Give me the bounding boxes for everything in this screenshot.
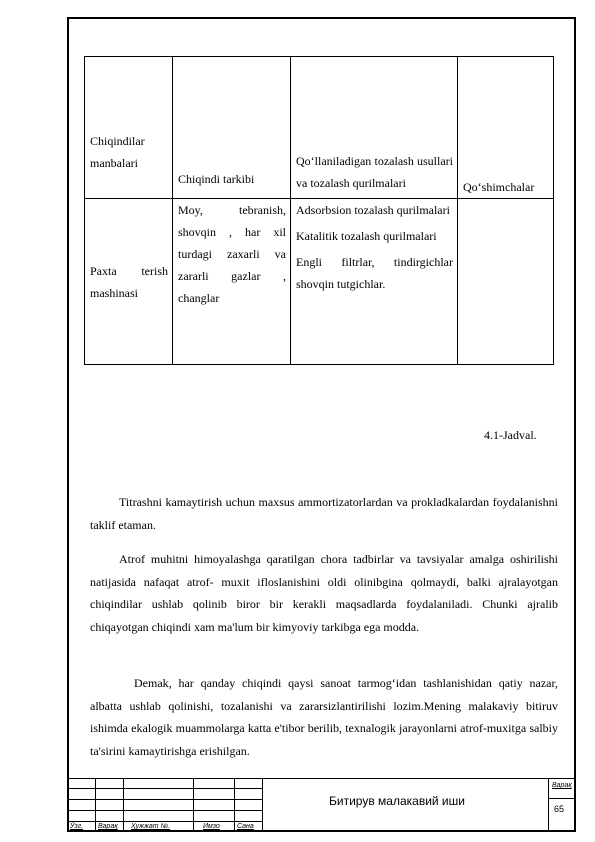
stamp-title: Битирув малакавий иши — [329, 794, 465, 808]
table-row — [85, 199, 554, 365]
cell-methods — [291, 199, 458, 365]
table-header-row — [85, 57, 554, 199]
method-item: Katalitik tozalash qurilmalari — [296, 229, 437, 243]
stamp-label-date: Сана — [237, 823, 254, 830]
method-item: Adsorbsion tozalash qurilmalari — [296, 203, 450, 217]
paragraph: Demak, har qanday chiqindi qaysi sanoat tarmogʻidan tashlanishidan qatiy nazar, albatta ushlab qolinishi, tozalanishi va zararsizlantirilishi lozim.Mening malakaviy bitiruv ishimda ekalogik muammolarga katta e'tibor berilib, texnalogik jarayonlarni atrof-muxitga salbiy ta'sirini kamaytirishga erishilgan. — [90, 676, 558, 758]
stamp-sheet-label: Варақ — [552, 782, 572, 789]
stamp-label-change: Ўзг. — [70, 823, 84, 830]
page-number: 65 — [554, 804, 565, 814]
data-table — [84, 56, 554, 365]
cell-composition: Moy, tebranish, shovqin , har xil turdagi zaxarli va zararli gazlar , changlar — [173, 199, 291, 365]
cell-notes — [458, 199, 554, 365]
header-cell-notes: Qoʻshimchalar — [458, 57, 554, 199]
header-cell-composition: Chiqindi tarkibi — [173, 57, 291, 199]
stamp-label-signature: Имзо — [203, 823, 220, 830]
title-block — [67, 778, 576, 832]
paragraph: Titrashni kamaytirish uchun maxsus ammortizatorlardan va prokladkalardan foydalanishni taklif etaman. — [90, 495, 558, 532]
stamp-label-sheet: Варақ — [98, 823, 118, 830]
paragraph: Atrof muhitni himoyalashga qaratilgan chora tadbirlar va tavsiyalar amalga oshirilishi natijasida nafaqat atrof- muxit ifloslanishini oldi olinibgina qolmaydi, balki ajralayotgan chiqindilar ushlab qolinib biror bir kerakli maqsadlarda foydalaniladi. Chunki ajralib chiqayotgan chiqindi xam ma'lum bir kimyoviy tarkibga ega modda. — [90, 552, 558, 634]
header-cell-sources: Chiqindilar manbalari — [85, 57, 173, 199]
header-cell-methods: Qoʻllaniladigan tozalash usullari va tozalash qurilmalari — [291, 57, 458, 199]
stamp-label-document: Ҳужжат №. — [131, 823, 171, 830]
table-caption: 4.1-Jadval. — [484, 428, 537, 442]
method-item: Engli filtrlar, tindirgichlar shovqin tutgichlar. — [296, 255, 453, 291]
cell-source: Paxta terish mashinasi — [85, 199, 173, 365]
